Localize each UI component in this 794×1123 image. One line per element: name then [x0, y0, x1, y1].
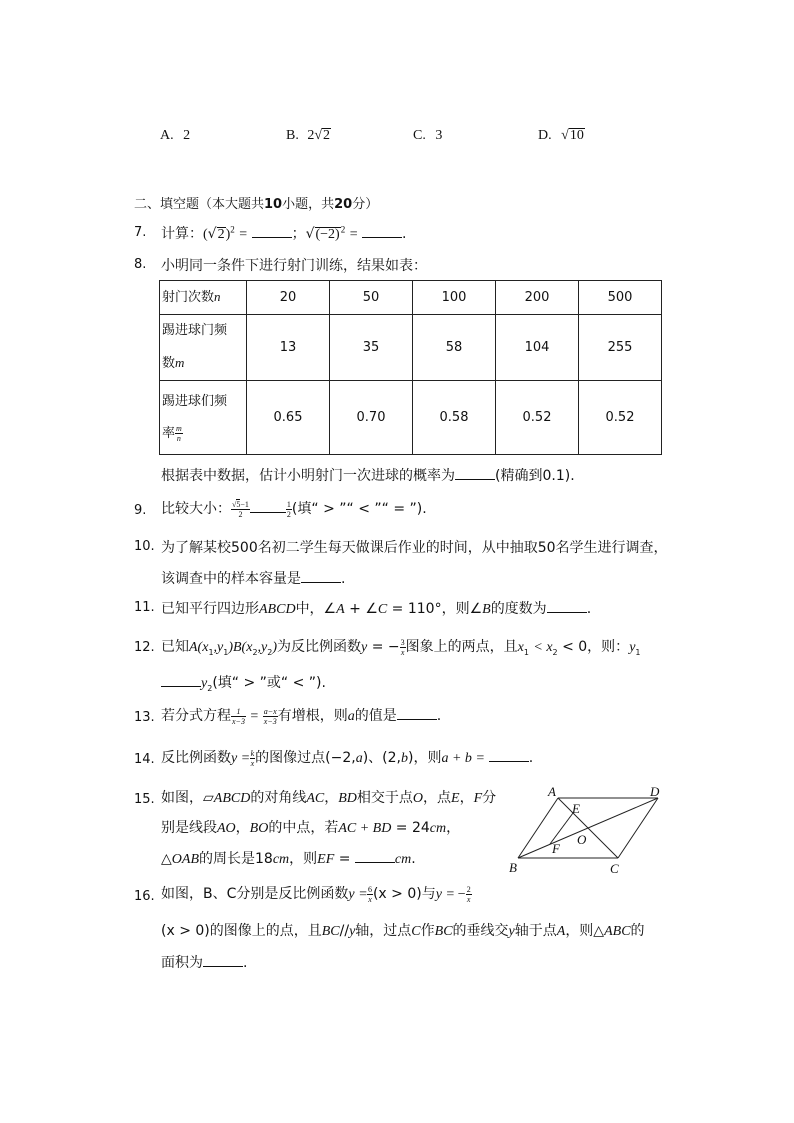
q12-cond: x	[517, 640, 524, 655]
q7-radicand-2: (−2)	[315, 227, 340, 242]
table-row	[160, 281, 662, 315]
frac-num: 3	[400, 637, 405, 647]
q13-b: 有增根，则	[277, 708, 348, 724]
q8-after-b: (精确到0.1).	[495, 468, 575, 484]
q15-o: O	[412, 791, 424, 806]
q11-A: A	[336, 602, 345, 617]
answer-blank[interactable]	[252, 224, 292, 238]
option-c-value: 3	[435, 128, 443, 143]
question-16-number: 16.	[134, 889, 155, 904]
parallelogram-icon: ▱	[203, 790, 214, 806]
fraction	[175, 424, 183, 443]
answer-blank[interactable]	[161, 673, 201, 687]
question-8-followup	[161, 465, 575, 485]
radicand: 5	[236, 499, 241, 509]
question-8-number: 8.	[134, 257, 147, 272]
frac-num: 2	[466, 884, 471, 894]
q16-y-axis: y	[349, 924, 356, 939]
q14-av: a	[355, 751, 363, 766]
table-row	[160, 315, 662, 381]
question-14-number: 14.	[134, 752, 155, 767]
q11-end: .	[586, 601, 592, 617]
q14-d: )，则	[407, 750, 442, 766]
q11-a: 已知平行四边形	[161, 601, 259, 617]
q7-exponent: 2	[230, 224, 235, 235]
q15-ac: AC	[306, 791, 325, 806]
q7-paren-close: )	[225, 227, 231, 242]
question-10-number: 10.	[134, 539, 155, 554]
q12-a: 已知	[161, 639, 189, 655]
question-15-number: 15.	[134, 792, 155, 807]
answer-blank[interactable]	[203, 953, 243, 967]
q15-l2-e: ，	[446, 820, 461, 836]
q10-end: .	[341, 571, 346, 587]
triangle-icon: △	[161, 851, 172, 867]
fraction	[466, 885, 472, 904]
q15-l2-a: 别是线段	[161, 820, 217, 836]
q14-y: y	[231, 751, 238, 766]
frac-num: k	[250, 748, 255, 758]
question-8-text: 小明同一条件下进行射门训练，结果如表：	[161, 258, 427, 274]
q15-E: E	[451, 791, 460, 806]
question-15-line3	[161, 848, 416, 868]
frac-num: m	[176, 423, 182, 433]
frac-den: x	[250, 758, 255, 768]
question-10-line1: 为了解某校500名初二学生每天做课后作业的时间，从中抽取50名学生进行调查，	[161, 540, 668, 556]
q12-c: 图象上的两点，且	[405, 639, 518, 655]
sub: 2	[552, 647, 558, 657]
table-cell: 20	[247, 281, 330, 315]
frac-num: 1	[286, 499, 291, 509]
table-cell: 255	[579, 315, 662, 381]
q9-tail: (填“ > ”“ < ”“ = ”).	[291, 501, 427, 517]
q12-close: )	[272, 640, 278, 655]
table-header-cell	[160, 281, 247, 315]
option-c-label: C.	[413, 128, 426, 143]
section-count: 10	[264, 197, 283, 212]
q9-text: 比较大小：	[161, 501, 231, 517]
frac-num: √5−1	[232, 499, 249, 509]
q13-end: .	[436, 708, 442, 724]
q16-l1-a: 如图，B、C分别是反比例函数	[161, 886, 349, 902]
row-label-2: 数	[162, 356, 176, 371]
option-b-radicand: 2	[323, 128, 331, 143]
table-header-cell	[160, 315, 247, 381]
q15-l3-c: ，则	[289, 851, 318, 867]
q13-var: a	[347, 709, 355, 724]
table-header-cell	[160, 381, 247, 455]
question-7-number: 7.	[134, 225, 147, 240]
q16-l2-g: ，则△	[565, 923, 605, 939]
q8-after-a: 根据表中数据，估计小明射门一次进球的概率为	[161, 468, 455, 484]
table-cell: 58	[413, 315, 496, 381]
q7-prefix: 计算：	[161, 226, 203, 242]
q12-line2-y: y	[201, 676, 208, 691]
q14-sum: a + b	[441, 751, 472, 766]
table-cell: 100	[413, 281, 496, 315]
q16-l2-c: 轴，过点	[355, 923, 412, 939]
q15-l3-d: =	[338, 851, 351, 867]
row-label: 射门次数	[162, 290, 215, 305]
question-10-line2	[161, 568, 345, 588]
table-cell: 0.52	[496, 381, 579, 455]
section-heading	[134, 193, 378, 212]
q7-exponent-2: 2	[340, 224, 346, 235]
option-b	[286, 128, 331, 144]
q14-c: )、(2,	[362, 750, 401, 766]
q16-abc: ABC	[604, 924, 631, 939]
num-rest: −1	[240, 499, 249, 509]
q16-y: y	[348, 887, 355, 902]
q16-l3: 面积为	[161, 955, 203, 971]
q16-y-axis-2: y	[508, 924, 515, 939]
question-7	[161, 223, 407, 243]
row-label-2: 率	[162, 425, 176, 441]
q13-c: 的值是	[354, 708, 397, 724]
label-o: O	[577, 832, 587, 847]
frac-den: x	[368, 894, 372, 904]
q13-eq: =	[250, 709, 259, 724]
q16-A: A	[556, 924, 566, 939]
sqrt-icon: √	[314, 128, 323, 143]
sub: 2	[252, 647, 258, 657]
q15-ef: EF	[317, 852, 335, 867]
q15-l3-b: 的周长是18	[199, 851, 273, 867]
section-mid: 小题，共	[282, 197, 335, 212]
option-a-value: 2	[183, 128, 191, 143]
table-cell: 200	[496, 281, 579, 315]
q16-y2: y	[435, 887, 442, 902]
sub: 1	[635, 647, 641, 657]
q15-l2-b: ，	[235, 820, 250, 836]
q14-end: .	[528, 750, 534, 766]
q12-pB: )B(x	[228, 640, 253, 655]
q12-y1: y	[629, 640, 636, 655]
option-b-label: B.	[286, 128, 299, 143]
label-f: F	[552, 841, 560, 856]
q15-sum: AC + BD	[338, 821, 392, 836]
q10-line2: 该调查中的样本容量是	[161, 571, 301, 587]
q12-y: y	[361, 640, 368, 655]
question-12-number: 12.	[134, 640, 155, 655]
q7-end: .	[402, 226, 407, 242]
q7-equals-2: =	[349, 227, 358, 242]
row-var: m	[175, 355, 185, 370]
table-cell: 104	[496, 315, 579, 381]
question-11-number: 11.	[134, 600, 155, 615]
sub: 1	[523, 647, 529, 657]
q15-cm: cm	[272, 852, 290, 867]
q15-l2-c: 的中点，若	[268, 820, 339, 836]
answer-blank[interactable]	[489, 748, 529, 762]
q11-B: B	[482, 602, 491, 617]
answer-blank[interactable]	[455, 466, 495, 480]
frac-den: x	[400, 647, 405, 657]
frac-num: 6	[367, 884, 372, 894]
q15-l1-e: ，点	[423, 790, 452, 806]
q15-l2-d: = 24	[395, 820, 430, 836]
answer-blank[interactable]	[547, 599, 587, 613]
q15-bo: BO	[249, 821, 269, 836]
question-11	[161, 598, 591, 618]
q15-l1-c: ，	[324, 790, 339, 806]
q12-pA: A(x	[189, 640, 209, 655]
table-cell: 50	[330, 281, 413, 315]
parallelogram-figure	[500, 780, 680, 880]
question-14	[161, 747, 533, 768]
frequency-table	[159, 280, 662, 455]
q7-radicand: 2	[217, 227, 225, 242]
q15-cm: cm	[429, 821, 447, 836]
q14-b: 的图像过点(−2,	[255, 750, 356, 766]
label-b: B	[509, 860, 517, 875]
table-cell: 0.52	[579, 381, 662, 455]
option-c	[413, 128, 442, 144]
q16-l2-h: 的	[630, 923, 645, 939]
frac-den: 2	[238, 509, 243, 519]
q15-l3-e: .	[411, 851, 416, 867]
question-15-line1	[161, 787, 496, 807]
q11-c: = 110°，则∠	[391, 601, 483, 617]
q7-paren: (	[203, 227, 208, 242]
q11-C: C	[377, 602, 388, 617]
row-var: n	[214, 289, 221, 304]
option-d	[538, 128, 585, 144]
q16-eq2: = −	[446, 887, 466, 902]
question-12-line2	[161, 672, 326, 693]
q7-equals: =	[239, 227, 248, 242]
table-cell: 13	[247, 315, 330, 381]
option-d-radicand: 10	[569, 128, 584, 143]
q16-l2-f: 轴于点	[514, 923, 557, 939]
q15-F: F	[473, 791, 483, 806]
option-a-label: A.	[160, 128, 174, 143]
frac-den: 2	[286, 509, 291, 519]
table-cell: 500	[579, 281, 662, 315]
q11-plus: + ∠	[349, 601, 378, 617]
frac-num: a−x	[263, 706, 277, 716]
option-a	[160, 128, 190, 144]
question-16-line1	[161, 883, 472, 904]
q12-lt0: < 0，则：	[562, 639, 630, 655]
q15-oab: OAB	[171, 852, 199, 867]
fraction	[231, 707, 246, 726]
table-cell: 0.65	[247, 381, 330, 455]
option-b-value: 2	[307, 128, 315, 143]
frac-den: x−3	[263, 716, 277, 726]
q16-C: C	[411, 924, 421, 939]
q12-comma2: ,y	[257, 640, 268, 655]
question-9-number: 9.	[134, 503, 147, 518]
q15-cm: cm	[394, 852, 412, 867]
frac-den: x	[466, 894, 471, 904]
table-cell: 0.58	[413, 381, 496, 455]
question-12-line1	[161, 636, 641, 657]
sqrt-icon: √	[561, 128, 569, 143]
q15-l1-b: 的对角线	[250, 790, 307, 806]
q11-d: 的度数为	[490, 601, 547, 617]
answer-blank[interactable]	[397, 706, 437, 720]
q16-bc: BC	[321, 924, 340, 939]
table-cell: 35	[330, 315, 413, 381]
q16-l2-a: (x > 0)的图像上的点，且	[161, 923, 322, 939]
q15-l1-f: ，	[459, 790, 474, 806]
question-16-line3	[161, 952, 247, 972]
answer-blank[interactable]	[355, 849, 395, 863]
q16-bc2: BC	[434, 924, 453, 939]
fraction	[231, 500, 250, 519]
table-row	[160, 381, 662, 455]
q12-comma: ,y	[213, 640, 224, 655]
question-13	[161, 705, 441, 726]
answer-blank[interactable]	[362, 224, 402, 238]
q12-b: 为反比例函数	[277, 639, 362, 655]
q15-l1-a: 如图，	[161, 790, 203, 806]
section-title: 二、填空题（本大题共	[134, 197, 265, 212]
question-9	[161, 498, 427, 519]
row-label: 踢进球门频	[162, 323, 228, 338]
label-e: E	[572, 801, 580, 816]
q15-bd: BD	[338, 791, 357, 806]
question-15-line2	[161, 817, 460, 837]
diagonal-bd	[518, 798, 658, 858]
frac-den: n	[176, 433, 181, 443]
q12-eq: = −	[371, 639, 400, 655]
q15-ao: AO	[217, 821, 236, 836]
q16-l2-e: 的垂线交	[452, 923, 509, 939]
q14-a: 反比例函数	[161, 750, 231, 766]
q14-e: =	[476, 751, 485, 766]
frac-den: x−3	[232, 716, 245, 726]
label-d: D	[650, 784, 660, 799]
sub: 1	[208, 647, 214, 657]
q12-line2: (填“ > ”或“ < ”).	[212, 675, 326, 691]
question-16-line2	[161, 920, 645, 940]
q15-abcd: ABCD	[213, 791, 251, 806]
sub: 2	[267, 647, 273, 657]
q15-l1-g: 分	[482, 790, 497, 806]
q7-sep: ；	[291, 226, 306, 242]
q13-a: 若分式方程	[161, 708, 231, 724]
answer-blank[interactable]	[301, 569, 341, 583]
frac-num: 1	[231, 707, 246, 717]
q12-lt: < x	[533, 640, 553, 655]
sub: 2	[207, 683, 213, 693]
q16-l2-b: //	[339, 923, 350, 939]
q16-l1-b: (x > 0)与	[372, 886, 436, 902]
option-d-label: D.	[538, 128, 552, 143]
q16-eq: =	[359, 887, 367, 902]
question-13-number: 13.	[134, 710, 155, 725]
label-a: A	[548, 784, 556, 799]
q14-bv: b	[400, 751, 408, 766]
label-c: C	[610, 861, 619, 876]
q15-l1-d: 相交于点	[356, 790, 413, 806]
section-points: 20	[334, 197, 353, 212]
row-label: 踢进球们频	[162, 393, 228, 409]
q11-abcd: ABCD	[259, 602, 296, 617]
fraction	[263, 707, 278, 726]
table-cell: 0.70	[330, 381, 413, 455]
sqrt-icon: √	[305, 226, 315, 242]
q14-eq: =	[241, 751, 250, 766]
q16-end: .	[243, 955, 248, 971]
sqrt-icon: √	[207, 226, 217, 242]
q11-b: 中，∠	[295, 601, 337, 617]
answer-blank[interactable]	[250, 499, 286, 513]
q16-l2-d: 作	[420, 923, 435, 939]
sub: 1	[223, 647, 229, 657]
section-end: 分）	[352, 197, 379, 212]
